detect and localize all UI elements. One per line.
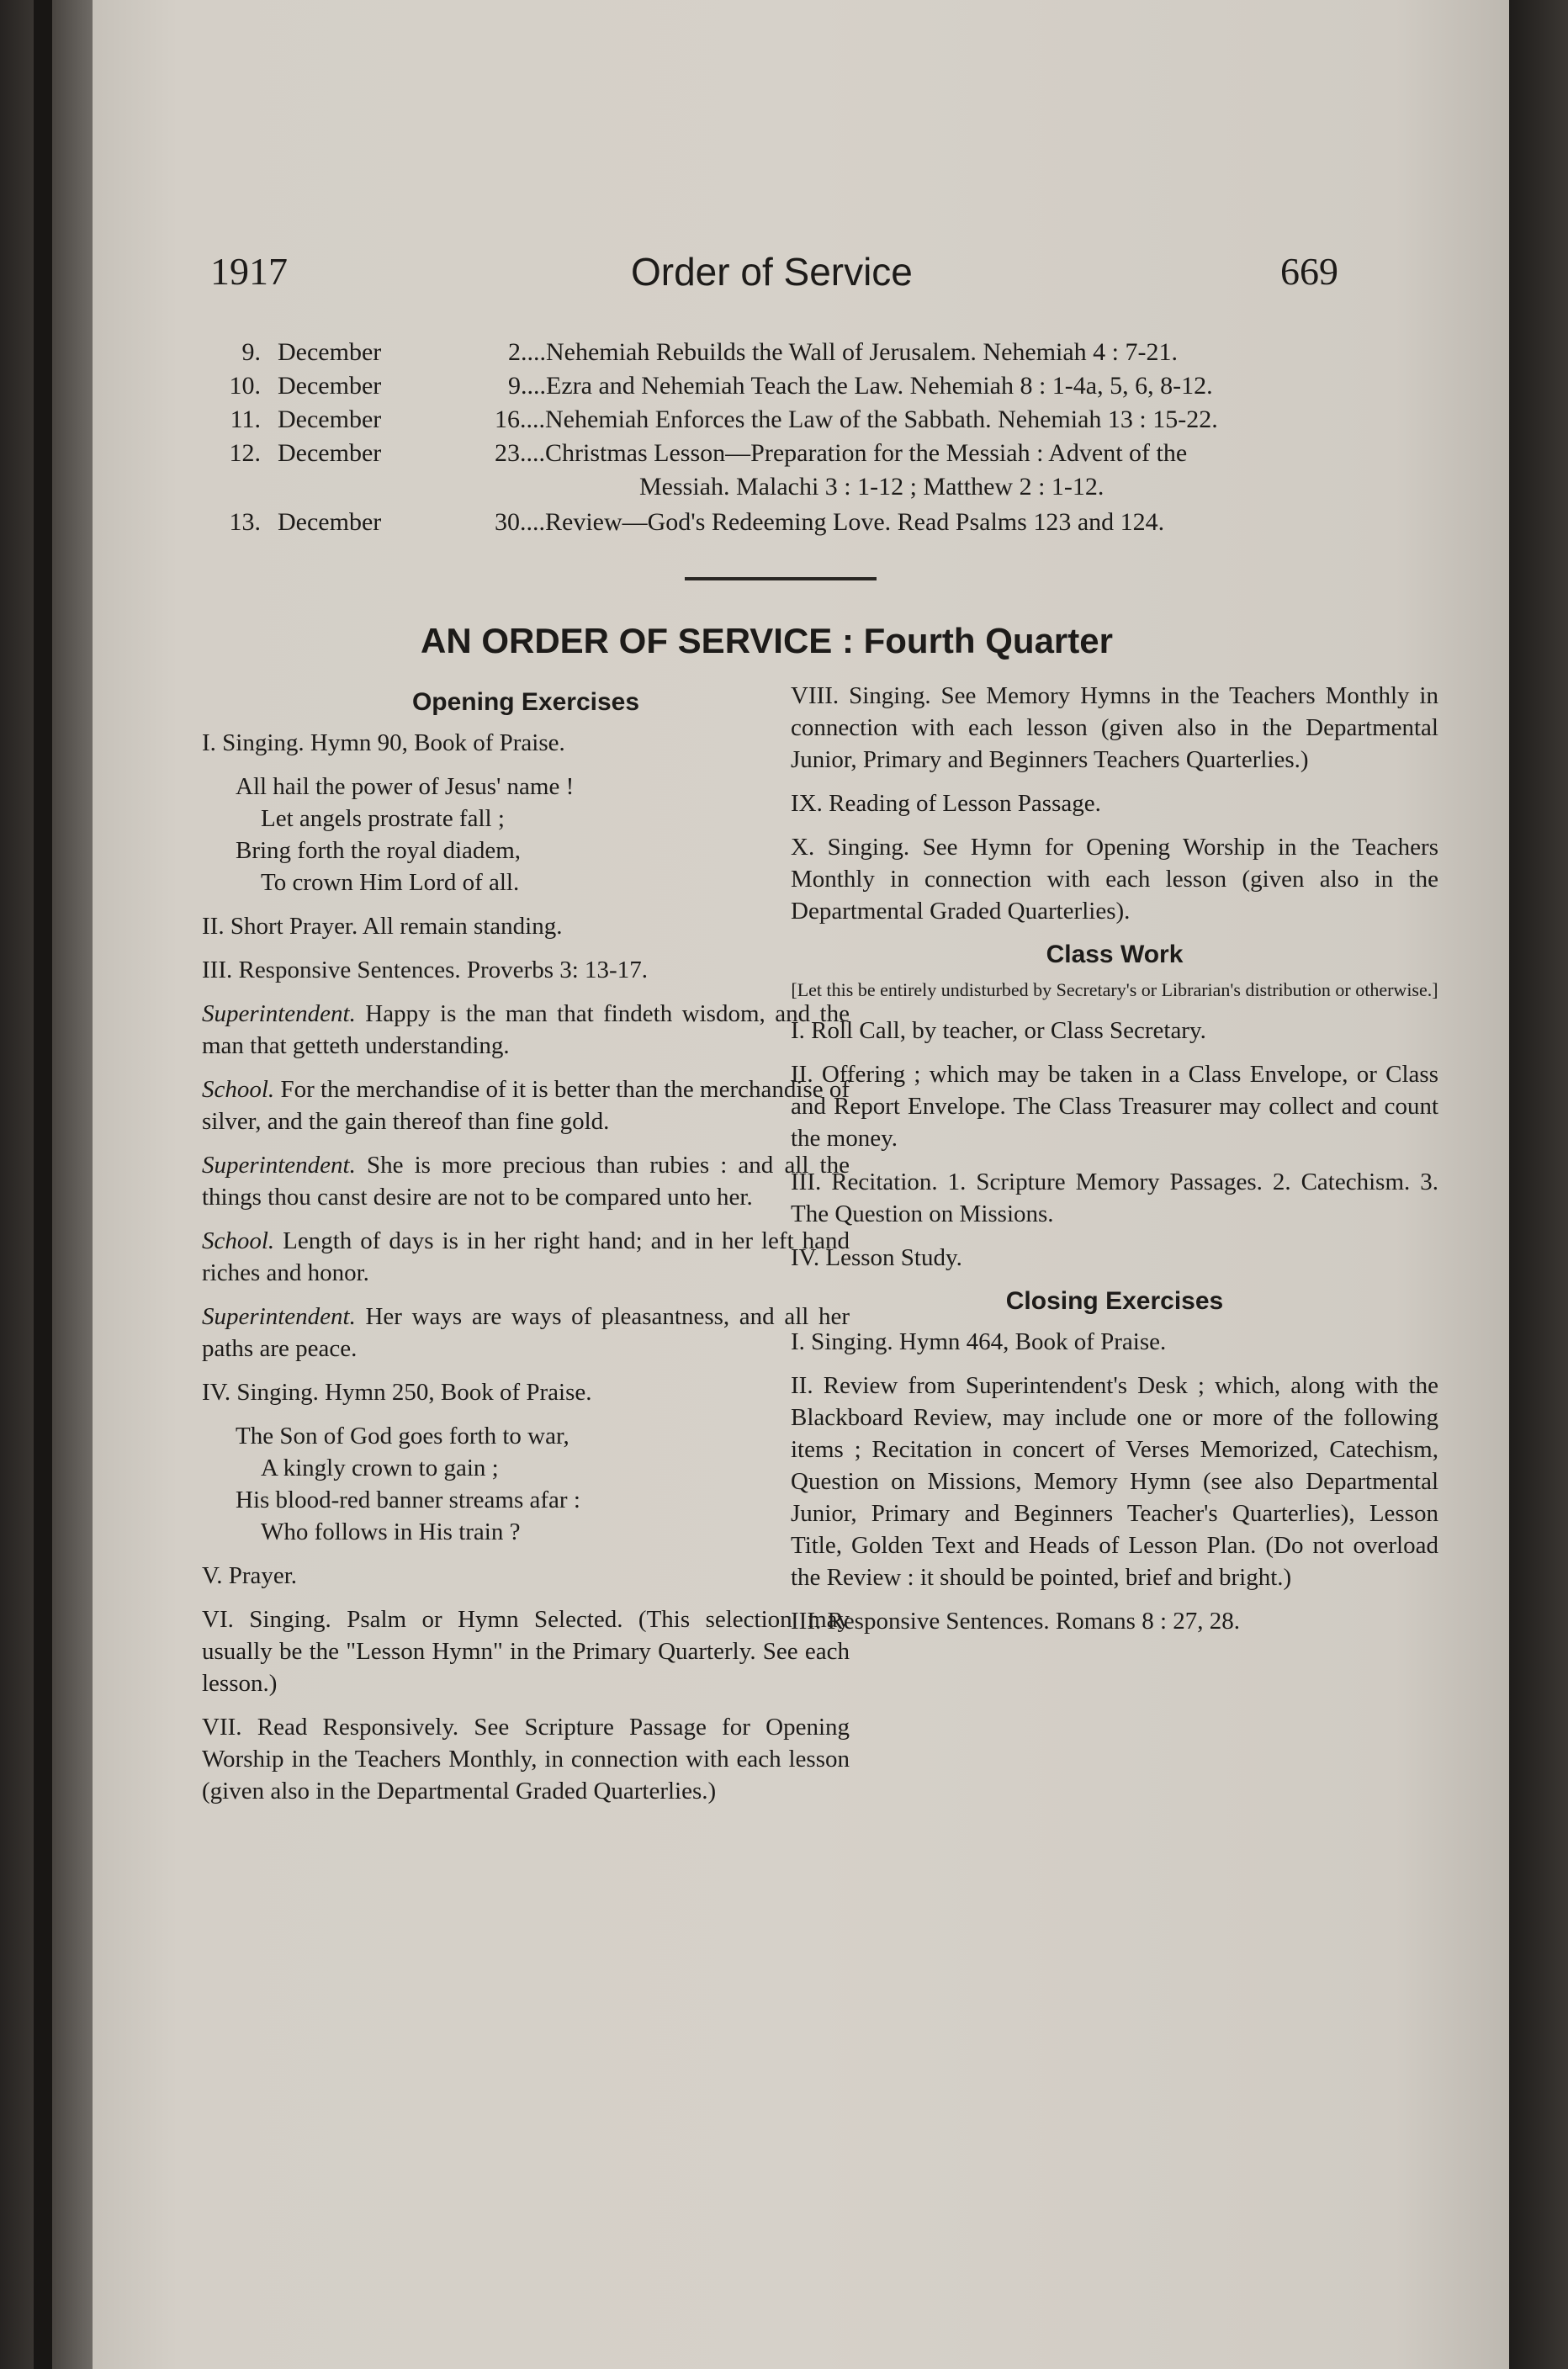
schedule-month: December	[278, 338, 382, 366]
header-title: Order of Service	[631, 250, 913, 294]
responsive-sentence	[202, 1225, 850, 1289]
opening-item-vi: VI. Singing. Psalm or Hymn Selected. (This selection may usually be the "Lesson Hymn" in the Primary Quarterly. See each lesson.)	[202, 1606, 850, 1697]
lesson-schedule	[210, 338, 1455, 549]
schedule-row	[210, 338, 1455, 372]
opening-exercises-heading: Opening Exercises	[411, 688, 640, 716]
closing-exercises-heading: Closing Exercises	[1005, 1287, 1224, 1315]
schedule-text: 16....Nehemiah Enforces the Law of the Sabbath. Nehemiah 13 : 15-22.	[495, 405, 1218, 433]
right-column	[791, 680, 1438, 1649]
verse-line: Let angels prostrate fall ;	[261, 805, 505, 832]
left-column	[202, 680, 850, 1819]
schedule-text: 2....Nehemiah Rebuilds the Wall of Jerusalem. Nehemiah 4 : 7-21.	[508, 338, 1179, 366]
book-edge-right	[1509, 0, 1568, 2369]
schedule-month: December	[278, 439, 382, 467]
hymn-verse-250	[202, 1420, 850, 1548]
sentence-text: Length of days is in her right hand; and in her left hand riches and honor.	[202, 1227, 850, 1286]
speaker-role: Superintendent.	[202, 1303, 356, 1330]
class-work-heading: Class Work	[1046, 941, 1184, 968]
opening-item-i: I. Singing. Hymn 90, Book of Praise.	[202, 729, 565, 756]
class-item-i: I. Roll Call, by teacher, or Class Secretary.	[791, 1017, 1206, 1044]
schedule-text: 30....Review—God's Redeeming Love. Read Psalms 123 and 124.	[495, 508, 1165, 536]
verse-line: Who follows in His train ?	[261, 1518, 521, 1545]
verse-line: A kingly crown to gain ;	[261, 1455, 499, 1481]
opening-item-iii: III. Responsive Sentences. Proverbs 3: 13-17.	[202, 957, 648, 983]
opening-item-ii: II. Short Prayer. All remain standing.	[202, 913, 563, 940]
schedule-num: 10.	[229, 372, 261, 400]
sentence-text: For the merchandise of it is better than the merchandise of silver, and the gain thereof than fine gold.	[202, 1076, 850, 1135]
verse-line: His blood-red banner streams afar :	[236, 1487, 580, 1513]
verse-line: The Son of God goes forth to war,	[236, 1423, 569, 1449]
class-item-iii: III. Recitation. 1. Scripture Memory Passages. 2. Catechism. 3. The Question on Missions.	[791, 1169, 1438, 1227]
responsive-sentence	[202, 998, 850, 1062]
schedule-row	[210, 405, 1455, 439]
hymn-verse-90	[202, 771, 850, 898]
schedule-text: 23....Christmas Lesson—Preparation for the Messiah : Advent of the	[495, 439, 1188, 467]
schedule-row	[210, 439, 1455, 473]
verse-line: All hail the power of Jesus' name !	[236, 773, 575, 800]
header-year: 1917	[210, 250, 288, 293]
book-spine	[34, 0, 52, 2369]
class-work-note: [Let this be entirely undisturbed by Secretary's or Librarian's distribution or otherwise.]	[791, 979, 1438, 1000]
page-title: AN ORDER OF SERVICE : Fourth Quarter	[421, 621, 1113, 660]
closing-item-i: I. Singing. Hymn 464, Book of Praise.	[791, 1328, 1167, 1355]
verse-line: Bring forth the royal diadem,	[236, 837, 522, 864]
speaker-role: School.	[202, 1227, 275, 1254]
opening-item-x: X. Singing. See Hymn for Opening Worship in the Teachers Monthly in connection with each lesson (given also in the Departmental Graded Quarterlies).	[791, 834, 1438, 925]
speaker-role: Superintendent.	[202, 1152, 356, 1179]
speaker-role: Superintendent.	[202, 1000, 356, 1027]
sentence-text: Happy is the man that findeth wisdom, and the man that getteth understanding.	[202, 1000, 850, 1059]
opening-item-v: V. Prayer.	[202, 1562, 298, 1589]
book-page	[93, 0, 1509, 2369]
verse-line: To crown Him Lord of all.	[261, 869, 520, 896]
schedule-row	[210, 372, 1455, 405]
section-divider	[685, 577, 877, 580]
schedule-num: 12.	[229, 439, 261, 467]
opening-item-iv: IV. Singing. Hymn 250, Book of Praise.	[202, 1379, 592, 1406]
closing-item-ii: II. Review from Superintendent's Desk ; which, along with the Blackboard Review, may include one or more of the following items ; Recitation in concert of Verses Memorized, Catechism, Question on Missions, Memory Hymn (see also Departmental Junior, Primary and Beginners Teacher's Quarterlies), Lesson Title, Golden Text and Heads of Lesson Plan. (Do not overload the Review : it should be pointed, brief and bright.)	[791, 1372, 1438, 1591]
schedule-text: 9....Ezra and Nehemiah Teach the Law. Nehemiah 8 : 1-4a, 5, 6, 8-12.	[508, 372, 1213, 400]
schedule-month: December	[278, 405, 382, 433]
schedule-text: Messiah. Malachi 3 : 1-12 ; Matthew 2 : 1-12.	[639, 473, 1104, 501]
opening-item-ix: IX. Reading of Lesson Passage.	[791, 790, 1101, 817]
schedule-month: December	[278, 508, 382, 536]
schedule-row	[210, 473, 1455, 506]
opening-item-vii: VII. Read Responsively. See Scripture Passage for Opening Worship in the Teachers Monthly, in connection with each lesson (given also in the Departmental Graded Quarterlies.)	[202, 1714, 850, 1805]
sentence-text: She is more precious than rubies : and all the things thou canst desire are not to be compared unto her.	[202, 1152, 850, 1211]
schedule-row	[210, 508, 1455, 542]
sentence-text: Her ways are ways of pleasantness, and all her paths are peace.	[202, 1303, 850, 1362]
opening-item-viii: VIII. Singing. See Memory Hymns in the Teachers Monthly in connection with each lesson (given also in the Departmental Junior, Primary and Beginners Teachers Quarterlies.)	[791, 682, 1438, 773]
closing-item-iii: III. Responsive Sentences. Romans 8 : 27, 28.	[791, 1608, 1241, 1635]
class-item-iv: IV. Lesson Study.	[791, 1244, 962, 1271]
schedule-num: 9.	[241, 338, 261, 366]
header-page-number: 669	[1280, 250, 1338, 293]
speaker-role: School.	[202, 1076, 275, 1103]
responsive-sentence	[202, 1301, 850, 1365]
schedule-num: 13.	[229, 508, 261, 536]
schedule-month: December	[278, 372, 382, 400]
class-item-ii: II. Offering ; which may be taken in a Class Envelope, or Class and Report Envelope. The Class Treasurer may collect and count the money.	[791, 1061, 1438, 1152]
responsive-sentence	[202, 1149, 850, 1213]
schedule-num: 11.	[230, 405, 261, 433]
responsive-sentence	[202, 1073, 850, 1137]
